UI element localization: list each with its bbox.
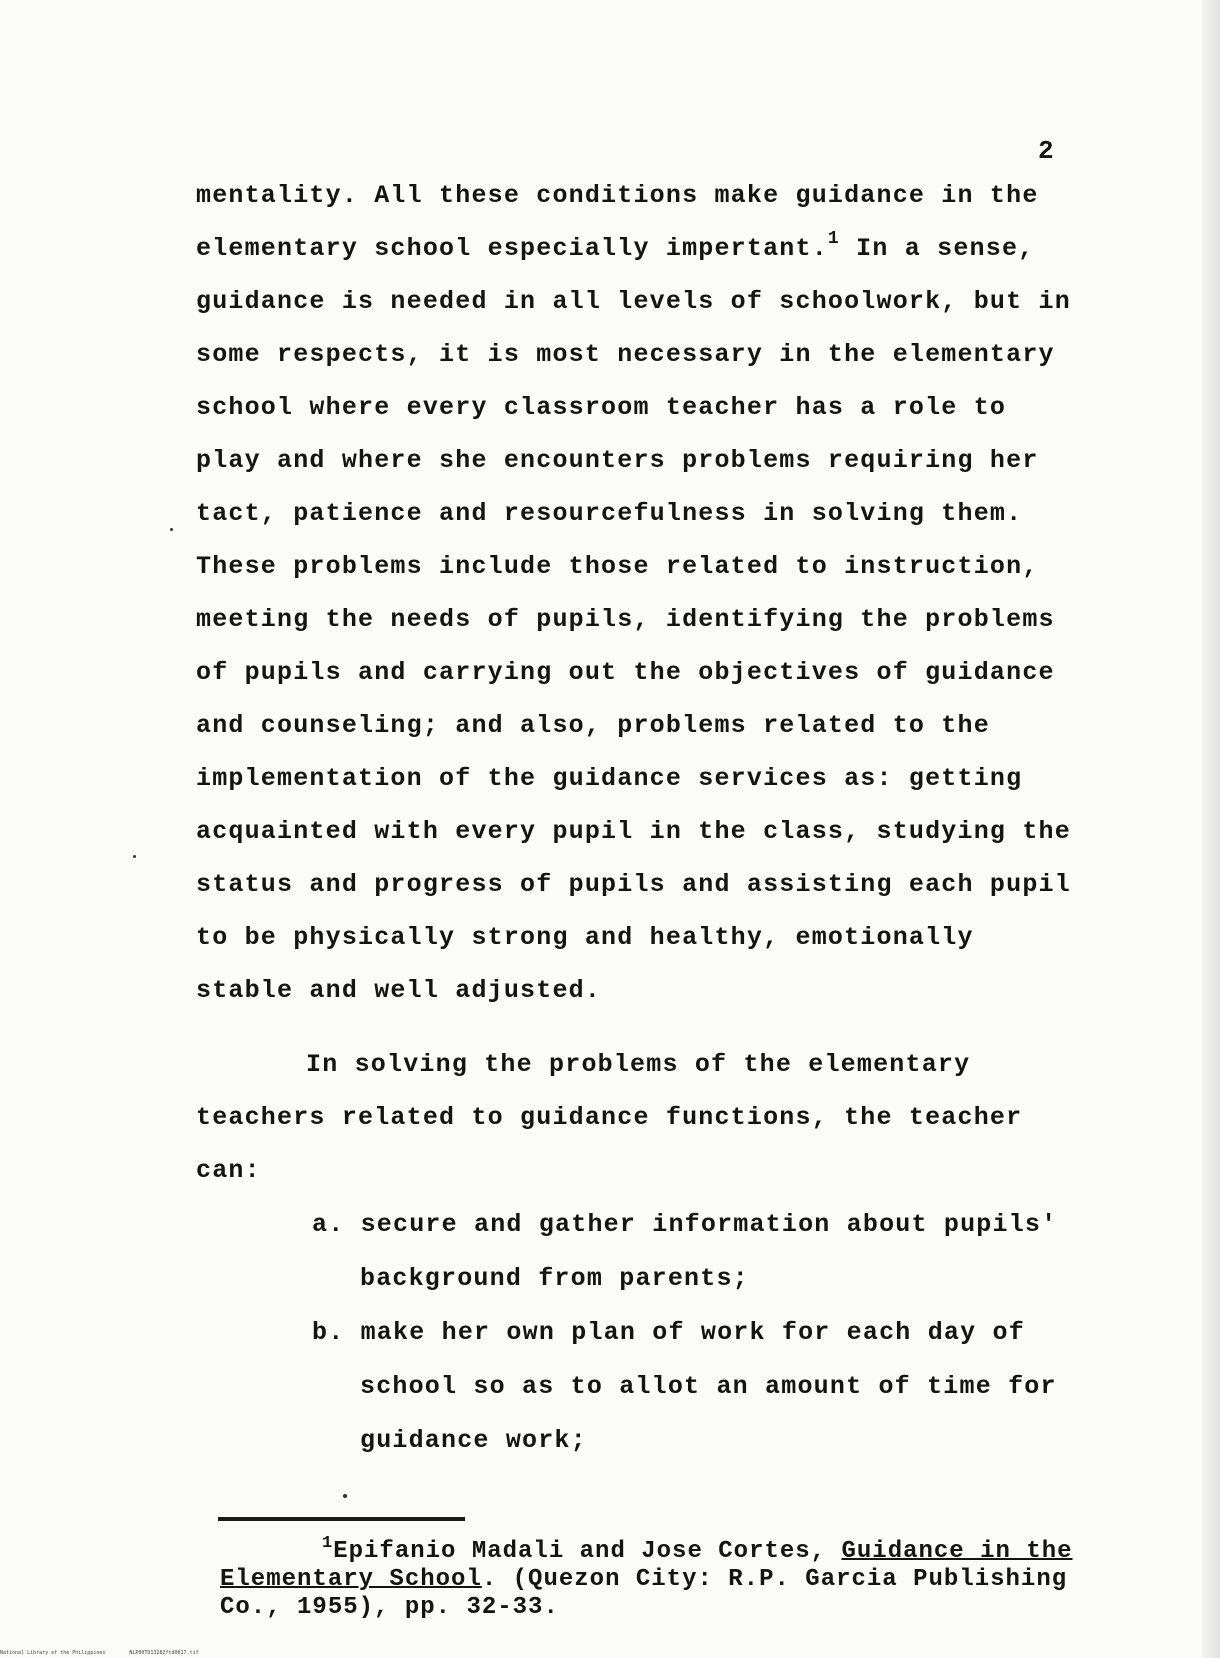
footnote-authors: Epifanio Madali and Jose Cortes, bbox=[333, 1538, 842, 1565]
list-text: make her own plan of work for each day of bbox=[360, 1318, 1025, 1347]
body-line: to be physically strong and healthy, emotionally bbox=[196, 923, 974, 952]
ink-speck bbox=[170, 528, 173, 531]
body-line: play and where she encounters problems requiring her bbox=[196, 446, 1039, 475]
footnote-title: Elementary School bbox=[220, 1566, 482, 1593]
body-text: elementary school especially impertant. bbox=[196, 234, 828, 263]
body-line: and counseling; and also, problems related to the bbox=[196, 711, 990, 740]
body-text: In a sense, bbox=[839, 234, 1035, 263]
footnote-title: Guidance in the bbox=[841, 1538, 1073, 1565]
list-marker: a. bbox=[312, 1210, 345, 1239]
archive-strip bbox=[0, 1650, 223, 1656]
body-line: These problems include those related to instruction, bbox=[196, 552, 1039, 581]
body-line: of pupils and carrying out the objectives of guidance bbox=[196, 658, 1055, 687]
paragraph-line: can: bbox=[196, 1156, 261, 1185]
paragraph-line: teachers related to guidance functions, the teacher bbox=[196, 1103, 1023, 1132]
body-line: mentality. All these conditions make guidance in the bbox=[196, 181, 1039, 210]
body-line bbox=[196, 229, 1035, 263]
body-line: acquainted with every pupil in the class, studying the bbox=[196, 817, 1071, 846]
ink-speck bbox=[343, 1494, 347, 1498]
footnote-publisher: . (Quezon City: R.P. Garcia Publishing bbox=[481, 1566, 1068, 1593]
list-item-a-continuation: background from parents; bbox=[360, 1264, 749, 1293]
paragraph-line: In solving the problems of the elementary bbox=[306, 1050, 971, 1079]
body-line: tact, patience and resourcefulness in solving them. bbox=[196, 499, 1023, 528]
footnote-reference: 1 bbox=[827, 229, 840, 249]
footnote-line: Co., 1955), pp. 32-33. bbox=[220, 1594, 559, 1621]
list-text: secure and gather information about pupils' bbox=[360, 1210, 1058, 1239]
list-item-b bbox=[312, 1320, 1025, 1345]
page-number: 2 bbox=[1038, 136, 1055, 166]
footnote-line bbox=[220, 1568, 1067, 1592]
footnote-mark: 1 bbox=[322, 1534, 334, 1553]
body-line: guidance is needed in all levels of schoolwork, but in bbox=[196, 287, 1071, 316]
body-line: meeting the needs of pupils, identifying the problems bbox=[196, 605, 1055, 634]
ink-speck bbox=[133, 855, 136, 858]
body-line: stable and well adjusted. bbox=[196, 976, 602, 1005]
list-item-b-continuation: school so as to allot an amount of time for bbox=[360, 1372, 1057, 1401]
footnote-rule bbox=[218, 1517, 465, 1521]
body-line: implementation of the guidance services as: getting bbox=[196, 764, 1023, 793]
body-line: school where every classroom teacher has a role to bbox=[196, 393, 1007, 422]
body-line: status and progress of pupils and assisting each pupil bbox=[196, 870, 1071, 899]
footnote-line bbox=[322, 1534, 1073, 1565]
list-item-b-continuation: guidance work; bbox=[360, 1426, 587, 1455]
list-marker: b. bbox=[312, 1318, 345, 1347]
archive-file: NLP00TD13282ftd0017.tif bbox=[129, 1650, 199, 1656]
archive-library: National Library of the Philippines bbox=[0, 1650, 106, 1656]
page-edge bbox=[1202, 0, 1220, 1658]
list-item-a bbox=[312, 1212, 1057, 1237]
body-line: some respects, it is most necessary in the elementary bbox=[196, 340, 1055, 369]
